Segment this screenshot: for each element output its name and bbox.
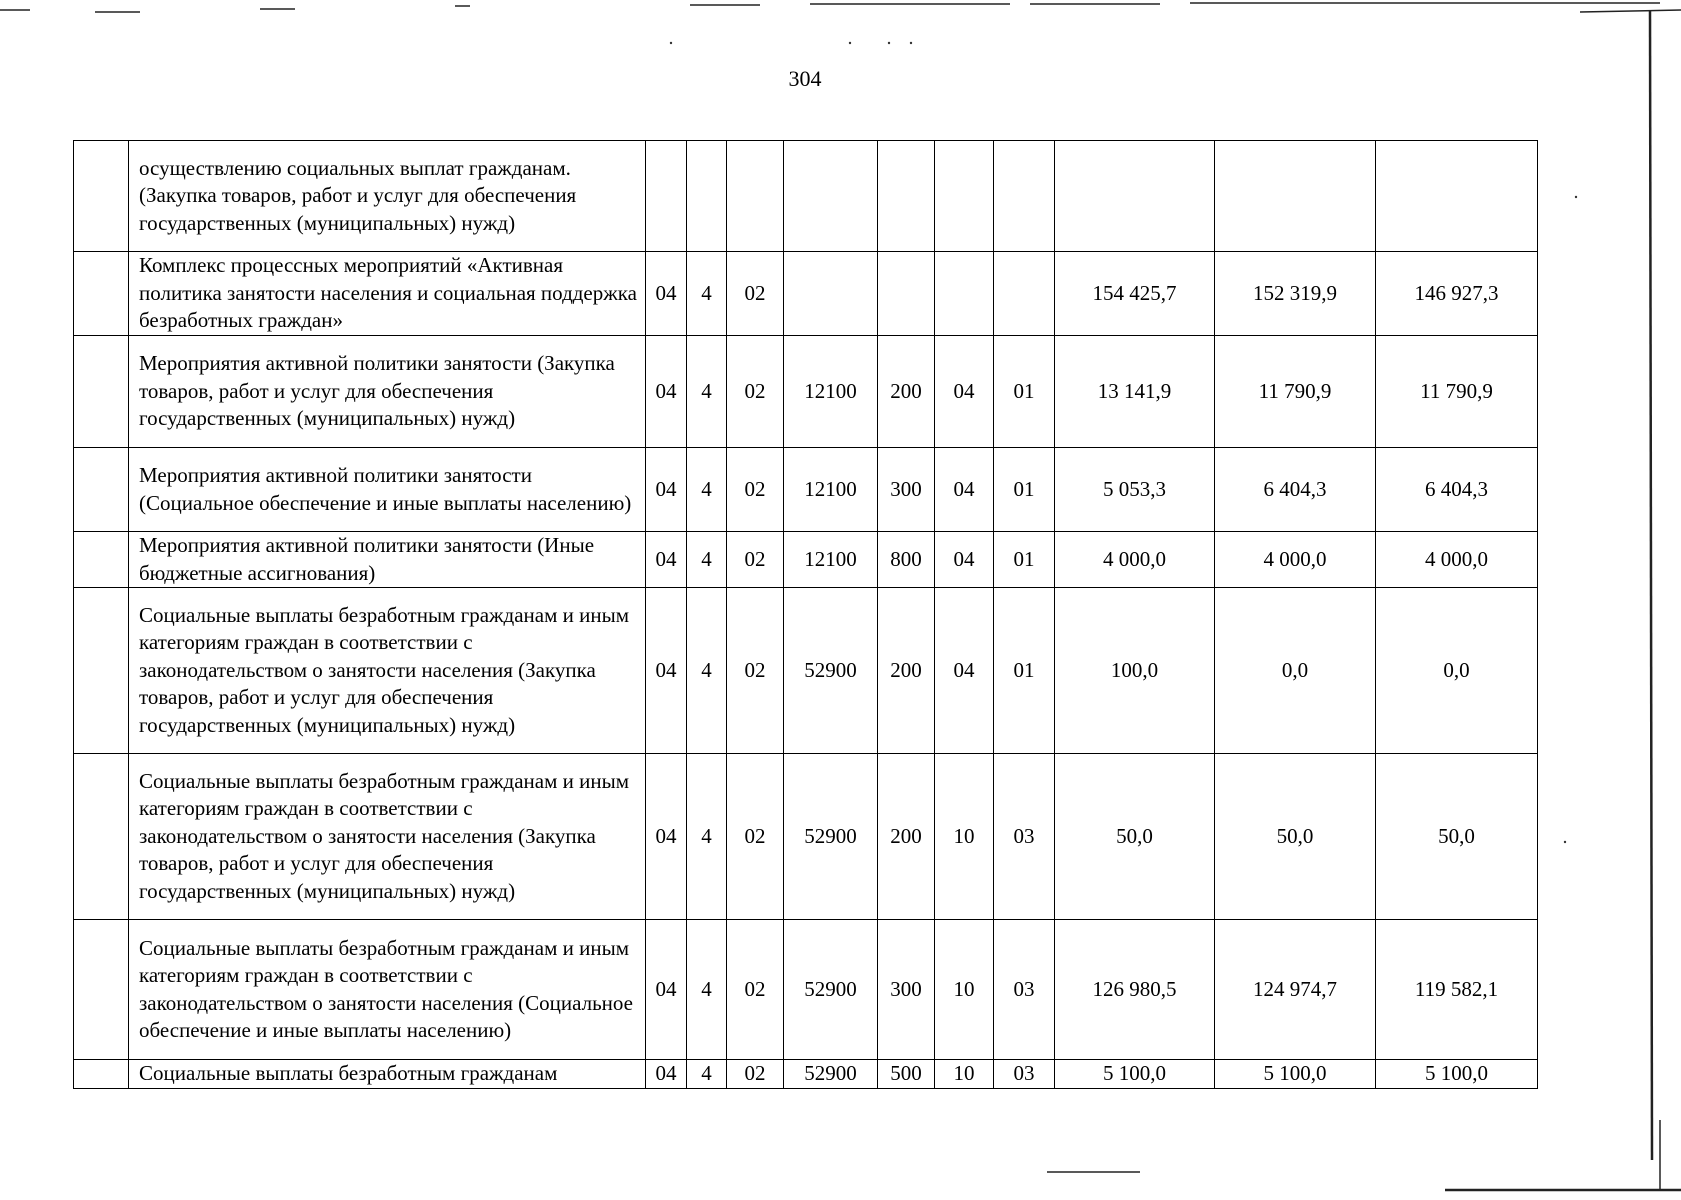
table-cell-code: 4 — [687, 252, 727, 336]
table-cell-amount: 5 100,0 — [1376, 1060, 1538, 1089]
table-cell-amount: 124 974,7 — [1215, 920, 1376, 1060]
table-cell-code — [935, 252, 994, 336]
table-cell-name: Социальные выплаты безработным гражданам и иным категориям граждан в соответствии с законодательством о занятости населения (Закупка товаров, работ и услуг для обеспечения государственных (муниципальных) нужд) — [129, 754, 646, 920]
table-cell-index — [74, 448, 129, 532]
table-cell-code: 03 — [994, 1060, 1055, 1089]
table-cell-code: 4 — [687, 754, 727, 920]
table-cell-code: 200 — [878, 754, 935, 920]
table-cell-name: Социальные выплаты безработным гражданам — [129, 1060, 646, 1089]
page-number: 304 — [788, 66, 822, 91]
table-cell-code — [727, 141, 784, 252]
table-row — [74, 252, 1538, 336]
table-cell-name: Комплекс процессных мероприятий «Активная политика занятости населения и социальная поддержка безработных граждан» — [129, 252, 646, 336]
table-cell-index — [74, 1060, 129, 1089]
table-cell-code: 4 — [687, 1060, 727, 1089]
table-cell-code: 04 — [935, 336, 994, 448]
table-cell-amount: 6 404,3 — [1376, 448, 1538, 532]
table-row — [74, 1060, 1538, 1089]
table-cell-code: 10 — [935, 754, 994, 920]
table-cell-code: 02 — [727, 532, 784, 588]
table-cell-code: 4 — [687, 336, 727, 448]
table-cell-code: 52900 — [784, 588, 878, 754]
table-cell-code: 4 — [687, 448, 727, 532]
table-cell-amount: 11 790,9 — [1215, 336, 1376, 448]
table-cell-index — [74, 588, 129, 754]
table-cell-code: 500 — [878, 1060, 935, 1089]
table-cell-code: 4 — [687, 920, 727, 1060]
table-cell-code: 01 — [994, 532, 1055, 588]
table-cell-code: 02 — [727, 448, 784, 532]
table-cell-code — [687, 141, 727, 252]
table-cell-code: 04 — [935, 448, 994, 532]
table-cell-amount: 5 100,0 — [1215, 1060, 1376, 1089]
table-cell-code: 02 — [727, 754, 784, 920]
table-cell-amount — [1376, 141, 1538, 252]
table-cell-index — [74, 920, 129, 1060]
table-cell-amount: 13 141,9 — [1055, 336, 1215, 448]
table-cell-code: 52900 — [784, 754, 878, 920]
table-cell-name: осуществлению социальных выплат гражданам. (Закупка товаров, работ и услуг для обеспечения государственных (муниципальных) нужд) — [129, 141, 646, 252]
table-cell-code: 04 — [646, 532, 687, 588]
table-cell-index — [74, 252, 129, 336]
table-row — [74, 754, 1538, 920]
table-cell-code: 01 — [994, 448, 1055, 532]
table-cell-code: 04 — [646, 920, 687, 1060]
table-cell-code: 300 — [878, 448, 935, 532]
table-cell-code: 04 — [646, 336, 687, 448]
table-cell-code — [994, 141, 1055, 252]
table-cell-amount: 154 425,7 — [1055, 252, 1215, 336]
table-cell-amount: 146 927,3 — [1376, 252, 1538, 336]
table-cell-name: Мероприятия активной политики занятости (Закупка товаров, работ и услуг для обеспечения государственных (муниципальных) нужд) — [129, 336, 646, 448]
table-cell-code: 04 — [646, 588, 687, 754]
table-row — [74, 588, 1538, 754]
table-cell-code: 4 — [687, 588, 727, 754]
table-cell-code: 02 — [727, 588, 784, 754]
table-cell-code — [878, 252, 935, 336]
table-cell-code: 12100 — [784, 532, 878, 588]
table-row — [74, 920, 1538, 1060]
table-cell-code: 200 — [878, 336, 935, 448]
table-cell-index — [74, 141, 129, 252]
table-cell-code — [646, 141, 687, 252]
table-cell-code: 12100 — [784, 336, 878, 448]
table-row — [74, 532, 1538, 588]
table-cell-code — [878, 141, 935, 252]
table-cell-amount: 5 100,0 — [1055, 1060, 1215, 1089]
table-cell-amount: 4 000,0 — [1376, 532, 1538, 588]
table-row — [74, 448, 1538, 532]
table-cell-code: 04 — [646, 448, 687, 532]
table-cell-code: 02 — [727, 1060, 784, 1089]
table-cell-amount: 4 000,0 — [1055, 532, 1215, 588]
table-cell-code — [784, 141, 878, 252]
table-cell-code: 12100 — [784, 448, 878, 532]
table-cell-code: 03 — [994, 920, 1055, 1060]
table-cell-amount — [1055, 141, 1215, 252]
table-row — [74, 336, 1538, 448]
table-cell-code: 04 — [646, 754, 687, 920]
table-cell-amount: 50,0 — [1215, 754, 1376, 920]
table-cell-amount — [1215, 141, 1376, 252]
table-cell-code: 04 — [646, 1060, 687, 1089]
table-cell-code: 200 — [878, 588, 935, 754]
table-cell-amount: 5 053,3 — [1055, 448, 1215, 532]
table-cell-index — [74, 532, 129, 588]
table-cell-code: 52900 — [784, 1060, 878, 1089]
table-cell-code: 10 — [935, 1060, 994, 1089]
budget-table — [73, 140, 1538, 1089]
table-cell-code: 04 — [935, 588, 994, 754]
table-cell-code: 4 — [687, 532, 727, 588]
table-cell-amount: 100,0 — [1055, 588, 1215, 754]
table-cell-amount: 152 319,9 — [1215, 252, 1376, 336]
table-cell-amount: 4 000,0 — [1215, 532, 1376, 588]
table-cell-code: 03 — [994, 754, 1055, 920]
table-cell-code: 800 — [878, 532, 935, 588]
table-cell-code: 01 — [994, 588, 1055, 754]
table-cell-name: Мероприятия активной политики занятости (Социальное обеспечение и иные выплаты населению) — [129, 448, 646, 532]
table-cell-code: 04 — [935, 532, 994, 588]
table-cell-index — [74, 754, 129, 920]
table-cell-code — [935, 141, 994, 252]
table-cell-amount: 126 980,5 — [1055, 920, 1215, 1060]
table-cell-index — [74, 336, 129, 448]
table-cell-code: 10 — [935, 920, 994, 1060]
table-cell-amount: 50,0 — [1376, 754, 1538, 920]
table-cell-code: 04 — [646, 252, 687, 336]
table-cell-code: 300 — [878, 920, 935, 1060]
table-cell-amount: 11 790,9 — [1376, 336, 1538, 448]
table-cell-name: Мероприятия активной политики занятости (Иные бюджетные ассигнования) — [129, 532, 646, 588]
table-cell-name: Социальные выплаты безработным гражданам и иным категориям граждан в соответствии с законодательством о занятости населения (Закупка товаров, работ и услуг для обеспечения государственных (муниципальных) нужд) — [129, 588, 646, 754]
table-cell-name: Социальные выплаты безработным гражданам и иным категориям граждан в соответствии с законодательством о занятости населения (Социальное обеспечение и иные выплаты населению) — [129, 920, 646, 1060]
table-cell-code: 02 — [727, 336, 784, 448]
table-cell-amount: 6 404,3 — [1215, 448, 1376, 532]
table-cell-code — [784, 252, 878, 336]
table-cell-code: 02 — [727, 252, 784, 336]
table-cell-amount: 0,0 — [1376, 588, 1538, 754]
table-cell-amount: 50,0 — [1055, 754, 1215, 920]
table-cell-amount: 119 582,1 — [1376, 920, 1538, 1060]
table-cell-code: 01 — [994, 336, 1055, 448]
table-row — [74, 141, 1538, 252]
table-cell-amount: 0,0 — [1215, 588, 1376, 754]
table-cell-code — [994, 252, 1055, 336]
table-cell-code: 52900 — [784, 920, 878, 1060]
table-cell-code: 02 — [727, 920, 784, 1060]
